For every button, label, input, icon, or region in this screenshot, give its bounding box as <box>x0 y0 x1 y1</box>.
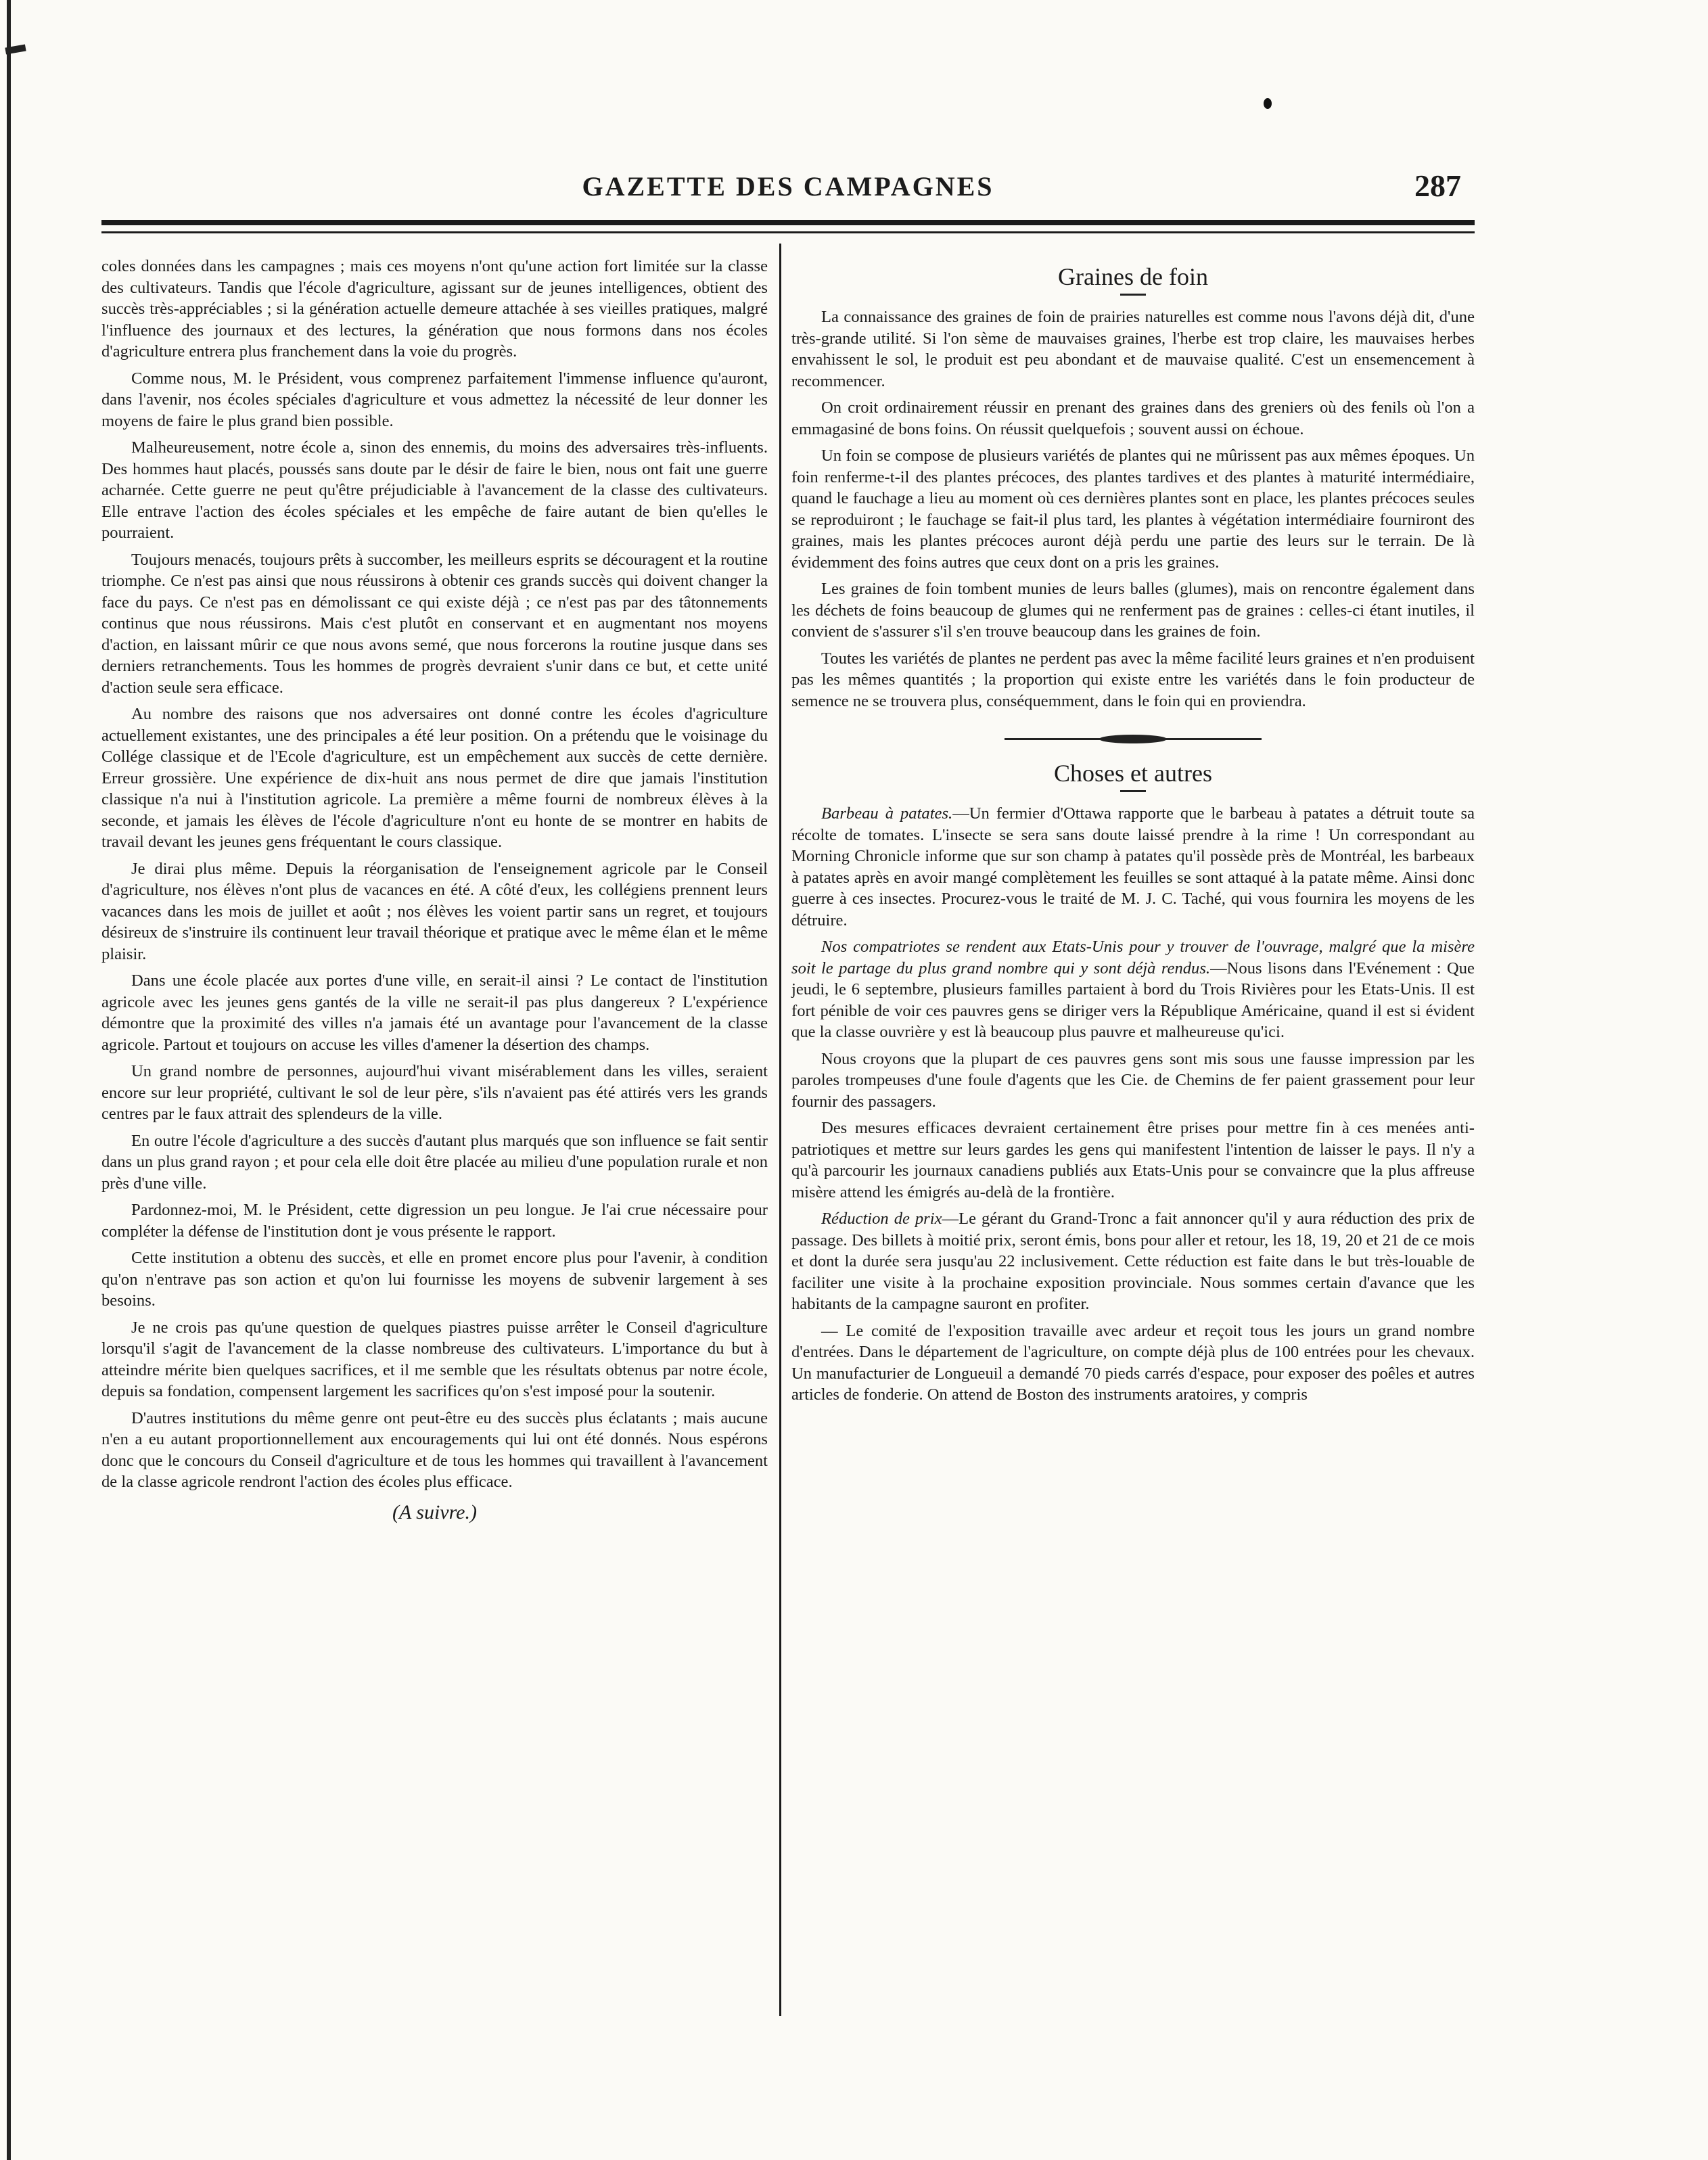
news-item-text: Nous croyons que la plupart de ces pauvres gens sont mis sous une fausse impression par les paroles trompeuses d'une foule d'agents que les Cie. de Chemins de fer paient grassement pour leur fournir des passagers. <box>791 1049 1475 1111</box>
section-title-choses: Choses et autres <box>1054 760 1212 787</box>
article-paragraph: Un foin se compose de plusieurs variétés de plantes qui ne mûrissent pas aux mêmes époques. Un foin renferme-t-il des plantes précoces, des plantes tardives et des plantes à maturité intermédiaire, quand le fauchage a lieu au moment où ces dernières plantes sont en place, les plantes précoces seules se reproduiront ; le fauchage se fait-il plus tard, les plantes à végétation intermédiaire fourniront des graines, mais les plantes précoces auront déjà perdu une partie des leurs sur le terrain. De là évidemment des foins autres que ceux dont on a pris les graines. <box>791 446 1475 572</box>
news-item-text: —Nous lisons dans l'Evénement : Que jeudi, le 6 septembre, plusieurs familles partaient à bord du Trois Rivières pour les Etats-Unis. Il est fort pénible de voir ces pauvres gens se diriger vers la République Américaine, quand il est si évident que la classe ouvrière y est là beaucoup plus pauvre et malheureuse qu'ici. <box>791 959 1475 1041</box>
article-paragraph: Toujours menacés, toujours prêts à succomber, les meilleurs esprits se découragent et la routine triomphe. Ce n'est pas ainsi que nous réussirons à obtenir ces grands succès qui doivent changer la face du pays. Ce n'est pas en démolissant ce qui existe déjà ; ce n'est pas par des tâtonnements continus que nous réussirons. Mais c'est plutôt en conservant et en augmentant nos moyens d'action, en laissant mûrir ce que nous avons semé, que nous forcerons la routine jusque dans ses derniers retranchements. Tous les hommes de progrès devraient s'unir dans ce but, et cette unité d'action seule sera efficace. <box>101 550 768 697</box>
news-item-text: — Le comité de l'exposition travaille avec ardeur et reçoit tous les jours un grand nombre d'entrées. Dans le département de l'agriculture, on compte déjà plus de 100 entrées pour les chevaux. Un manufacturier de Longueuil a demandé 70 pieds carrés d'espace, pour exposer des poêles et autres articles de fonderie. On attend de Boston des instruments aratoires, y compris <box>791 1321 1475 1404</box>
header-rule-thick <box>101 220 1475 225</box>
left-column <box>101 256 768 1524</box>
news-item <box>791 803 1475 931</box>
article-paragraph: Un grand nombre de personnes, aujourd'hui vivant misérablement dans les villes, seraient encore sur leur propriété, cultivant le sol de leur père, s'ils n'avaient pas été attirés vers les grands centres par le faux attrait des splendeurs de la ville. <box>101 1062 768 1123</box>
news-item <box>791 1049 1475 1113</box>
news-item <box>791 1208 1475 1315</box>
section-ornament <box>1005 729 1262 750</box>
ink-speck <box>1264 98 1272 109</box>
title-dash <box>1120 294 1146 296</box>
article-paragraph: La connaissance des graines de foin de prairies naturelles est comme nous l'avons déjà dit, d'une très-grande utilité. Si l'on sème de mauvaises graines, l'herbe est trop claire, les mauvaises herbes envahissent le sol, le produit est peu abondant et de mauvaise qualité. C'est un ensemencement à recommencer. <box>791 308 1475 390</box>
article-paragraph: On croit ordinairement réussir en prenant des graines dans des greniers où des fenils où l'on a emmagasiné de bons foins. On réussit quelquefois ; souvent aussi on échoue. <box>791 398 1475 438</box>
article-paragraph: Les graines de foin tombent munies de leurs balles (glumes), mais on rencontre également dans les déchets de foins beaucoup de glumes qui ne renferment pas de graines : celles-ci étant inutiles, il convient de s'assurer s'il s'en trouve beaucoup dans les graines de foin. <box>791 580 1475 641</box>
section-title-graines: Graines de foin <box>1058 263 1208 290</box>
article-paragraph: Malheureusement, notre école a, sinon des ennemis, du moins des adversaires très-influents. Des hommes haut placés, poussés sans doute par le désir de faire le bien, nous ont fait une guerre acharnée. Cette guerre ne peut qu'être préjudiciable à l'avancement de la classe des cultivateurs. Elle entrave l'action des écoles spéciales et les empêche de faire autant de bien qu'elles le pourraient. <box>101 438 768 542</box>
binding-edge <box>7 0 11 2160</box>
article-paragraph: Je ne crois pas qu'une question de quelques piastres puisse arrêter le Conseil d'agriculture lorsqu'il s'agit de l'avancement de la classe nombreuse des cultivateurs. L'importance du but à atteindre mérite bien quelques sacrifices, et il me semble que les résultats obtenus par notre école, depuis sa fondation, compensent largement les sacrifices qu'on s'est imposé pour la soutenir. <box>101 1318 768 1400</box>
news-item-text: —Le gérant du Grand-Tronc a fait annoncer qu'il y aura réduction des prix de passage. Des billets à moitié prix, seront émis, bons pour aller et retour, les 18, 19, 20 et 21 de ce mois et dont la durée sera jusqu'au 22 inclusivement. Cette réduction est faite dans le but très-louable de faciliter une visite à la prochaine exposition provinciale. Nous sommes certain d'avance que les habitants de la campagne sauront en profiter. <box>791 1210 1475 1313</box>
right-column <box>791 256 1475 1411</box>
article-paragraph: D'autres institutions du même genre ont peut-être eu des succès plus éclatants ; mais aucune n'en a eu autant proportionnellement aux encouragements qui lui ont été donnés. Nous espérons donc que le concours du Conseil d'agriculture et de tous les hommes qui travaillent à l'avancement de la classe agricole rendront l'action des écoles plus efficace. <box>101 1408 768 1491</box>
article-paragraph: Je dirai plus même. Depuis la réorganisation de l'enseignement agricole par le Conseil d'agriculture, nos élèves n'ont plus de vacances en été. A côté d'eux, les collégiens prennent leurs vacances dans les mois de juillet et août ; nos élèves les voient partir sans un regret, et toujours désireux de s'instruire ils continuent leur travail théorique et pratique avec le même élan et le même plaisir. <box>101 859 768 963</box>
header-rule-thin <box>101 231 1475 233</box>
article-paragraph: Toutes les variétés de plantes ne perdent pas avec la même facilité leurs graines et n'en produisent pas les mêmes quantités ; la proportion qui existe entre les variétés dans le foin producteur de semence ne se trouvera plus, conséquemment, dans le foin qui en proviendra. <box>791 649 1475 710</box>
page-number: 287 <box>1414 168 1461 203</box>
article-paragraph: coles données dans les campagnes ; mais ces moyens n'ont qu'une action fort limitée sur la classe des cultivateurs. Tandis que l'école d'agriculture, agissant sur de jeunes intelligences, obtient des succès très-appréciables ; si la génération actuelle demeure attachée à ses vieilles pratiques, malgré l'influence des journaux et des lectures, la génération que nous formons dans nos écoles d'agriculture entrera plus franchement dans la voie du progrès. <box>101 257 768 361</box>
column-divider <box>779 244 781 2016</box>
article-paragraph: Cette institution a obtenu des succès, et elle en promet encore plus pour l'avenir, à condition qu'on n'entrave pas son action et qu'on lui fournisse les moyens de subvenir largement à ses besoins. <box>101 1249 768 1310</box>
title-dash <box>1120 790 1146 792</box>
news-item-lead: Réduction de prix <box>821 1210 942 1228</box>
news-item <box>791 936 1475 1043</box>
running-title: GAZETTE DES CAMPAGNES <box>582 171 994 202</box>
to-be-continued: (A suivre.) <box>392 1500 477 1523</box>
article-paragraph: Dans une école placée aux portes d'une ville, en serait-il ainsi ? Le contact de l'institution agricole avec les jeunes gens gantés de la ville ne serait-il pas plus dangereux ? L'expérience démontre que la proximité des villes n'a jamais été un avantage pour l'avancement de la classe agricole. Partout et toujours on accuse les villes d'amener la désertion des champs. <box>101 971 768 1054</box>
article-paragraph: Comme nous, M. le Président, vous comprenez parfaitement l'immense influence qu'auront, dans l'avenir, nos écoles spéciales d'agriculture et vous admettez la nécessité de leur donner les moyens de faire le plus grand bien possible. <box>101 369 768 430</box>
news-item <box>791 1320 1475 1406</box>
news-item-lead: Nos compatriotes se rendent aux Etats-Unis pour y trouver de l'ouvrage, malgré que la misère soit le partage du plus grand nombre qui y sont déjà rendus. <box>791 938 1475 978</box>
news-item-lead: Barbeau à patates. <box>821 804 953 823</box>
news-item <box>791 1118 1475 1203</box>
article-paragraph: En outre l'école d'agriculture a des succès d'autant plus marqués que son influence se fait sentir dans un plus grand rayon ; et pour cela elle doit être placée au milieu d'une population rurale et non près d'une ville. <box>101 1131 768 1193</box>
running-header <box>101 161 1475 208</box>
news-item-text: Des mesures efficaces devraient certainement être prises pour mettre fin à ces menées anti-patriotiques et mettre sur leurs gardes les gens qui manifestent l'intention de laisser le pays. Il n'y a qu'à parcourir les journaux canadiens publiés aux Etats-Unis pour se convaincre que la plus affreuse misère attend les émigrés au-delà de la frontière. <box>791 1119 1475 1201</box>
news-item-text: —Un fermier d'Ottawa rapporte que le barbeau à patates a détruit toute sa récolte de tomates. L'insecte se sera sans doute laissé prendre à la rime ! Un correspondant au Morning Chronicle informe que sur son champ à patates qu'il possède près de Montréal, les barbeaux à patates après en avoir mangé complètement les feuilles se sont attaqué à la patate même. Ainsi donc guerre à ces insectes. Procurez-vous le traité de M. J. C. Taché, qui vous fournira les moyens de les détruire. <box>791 804 1475 929</box>
article-paragraph: Pardonnez-moi, M. le Président, cette digression un peu longue. Je l'ai crue nécessaire pour compléter la défense de l'institution dont je vous présente le rapport. <box>101 1201 768 1241</box>
article-paragraph: Au nombre des raisons que nos adversaires ont donné contre les écoles d'agriculture actuellement existantes, une des principales a été leur position. On a prétendu que le voisinage du Collége classique et de l'Ecole d'agriculture, est un empêchement aux succès de cette dernière. Erreur grossière. Une expérience de dix-huit ans nous permet de dire que jamais l'institution classique n'a nui à l'institution agricole. La première a même fourni de nombreux élèves à la seconde, et jamais les élèves de l'école d'agriculture n'ont eu honte de se montrer en habits de travail devant les jeunes gens fréquentant le cours classique. <box>101 705 768 851</box>
